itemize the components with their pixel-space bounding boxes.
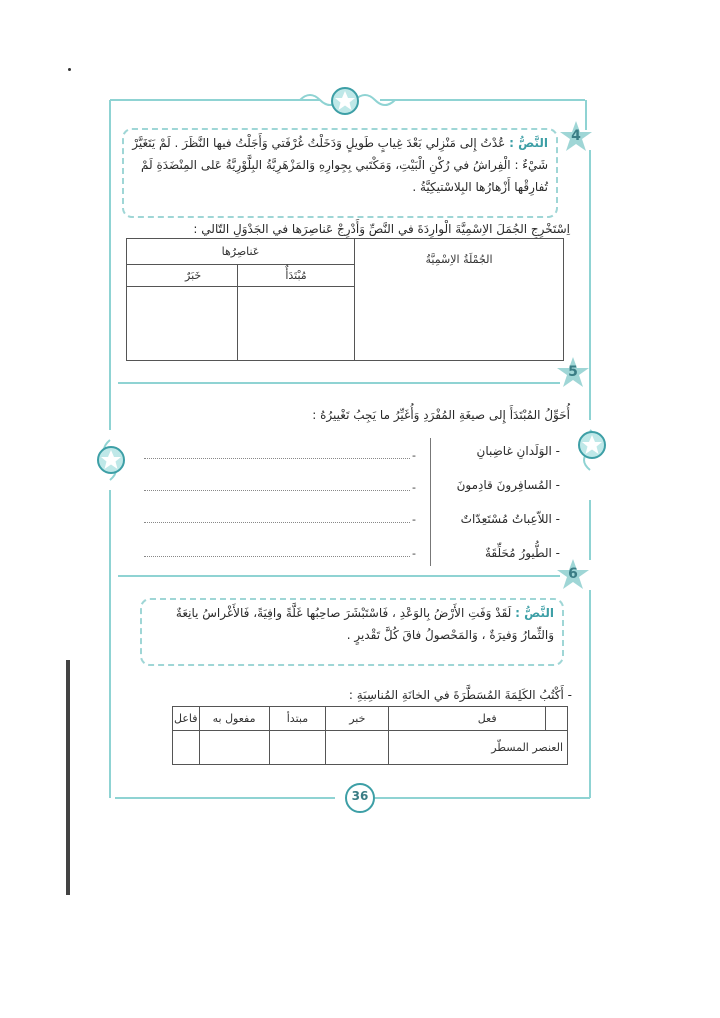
exercise-5-number: 5	[568, 364, 578, 380]
answer-dash-3: -	[412, 513, 416, 526]
section6-instruction: - أَكْتُبُ الكَلِمَةَ المُسَطَّرَةَ في الخانَةِ المُناسِبَةِ :	[348, 688, 572, 702]
col-mafoul: مفعول به	[199, 707, 269, 731]
section6-text-label: النَّصُّ :	[515, 606, 554, 620]
cell-khabar-answer[interactable]	[127, 287, 238, 361]
header-khabar: خَبَرٌ	[127, 265, 238, 287]
answer-dash-4: -	[412, 547, 416, 560]
section4-text-label: النَّصُّ :	[509, 136, 548, 150]
section5-item-3: - اللاّعِباتُ مُسْتَعِدّاتٌ	[460, 512, 560, 526]
star-badge-right	[577, 430, 607, 460]
section5-item-2: - المُسافِرونَ قادِمونَ	[456, 478, 560, 492]
cell-fael[interactable]	[173, 731, 200, 765]
cell-khabar[interactable]	[326, 731, 389, 765]
answer-line-4[interactable]	[144, 556, 410, 557]
section6-table	[172, 706, 568, 765]
section5-instruction: أُحَوِّلُ المُبْتَدَأَ إِلى صيغَةِ المُفْرَدِ وَأُغَيِّرُ ما يَجِبُ تَغْييرُهُ :	[312, 408, 570, 422]
header-elements: عَناصِرُها	[127, 239, 355, 265]
cell-mafoul[interactable]	[199, 731, 269, 765]
section4-table	[126, 238, 564, 361]
answer-line-1[interactable]	[144, 458, 410, 459]
answer-line-3[interactable]	[144, 522, 410, 523]
cell-mubtada[interactable]	[269, 731, 326, 765]
answer-line-2[interactable]	[144, 490, 410, 491]
section6-text: لَقَدْ وَفَتِ الأَرْضُ بِالوَعْدِ ، فَاسْتَبْشَرَ صاحِبُها غَلَّةً وافِيَةً، فَالأَغْراسُ يانِعَةٌ وَالثِّمارُ وَفيرَةٌ ، وَالمَحْصولُ فاقَ كُلَّ تَقْديرٍ .	[175, 606, 554, 642]
section5-item-4: - الطُّيورُ مُحَلِّقَةٌ	[484, 546, 560, 560]
section5-item-1: - الوَلَدانِ غاضِبانِ	[476, 444, 560, 458]
section4-text: عُدْتُ إِلى مَنْزِلي بَعْدَ غِيابٍ طَويلٍ وَدَخَلْتُ غُرْفَتي وَأَجَلْتُ فيها النَّظَرَ . لَمْ يَتَغَيَّرْ شَيْءٌ : الْفِراشُ في رُكْنِ الْبَيْتِ، وَمَكْتَبي بِجِوارِهِ وَالمَزْهَرِيَّةُ البِلَّوْرِيَّةُ عَلى المِنْضَدَةِ لَمْ تُفارِقْها أَزْهارُها البِلاسْتيكِيَّةُ .	[132, 136, 548, 194]
cell-mubtada-answer[interactable]	[238, 287, 355, 361]
col-fiel: فعل	[389, 707, 545, 731]
col-mubtada: مبتدأ	[269, 707, 326, 731]
section4-passage	[128, 132, 548, 198]
row-label: العنصر المسطّر	[389, 731, 568, 765]
answer-dash-2: -	[412, 481, 416, 494]
star-badge-left	[96, 445, 126, 475]
page-number: 36	[351, 789, 369, 803]
exercise-4-number: 4	[571, 128, 581, 144]
answer-dash-1: -	[412, 449, 416, 462]
header-sentence: الجُمْلَةُ الاِسْمِيَّةُ	[355, 239, 564, 361]
star-badge-top	[330, 86, 360, 116]
header-mubtada: مُبْتَدَأٌ	[238, 265, 355, 287]
section6-passage	[146, 602, 554, 646]
section5-divider	[430, 438, 431, 566]
exercise-6-number: 6	[568, 566, 578, 582]
section4-instruction: اِسْتَخْرِجِ الجُمَلَ الاِسْمِيَّةَ الْوارِدَةَ في النَّصِّ وَأَدْرِجْ عَناصِرَها في الجَدْوَلِ التّالي :	[193, 222, 570, 236]
col-khabar: خبر	[326, 707, 389, 731]
col-fael: فاعل	[173, 707, 200, 731]
